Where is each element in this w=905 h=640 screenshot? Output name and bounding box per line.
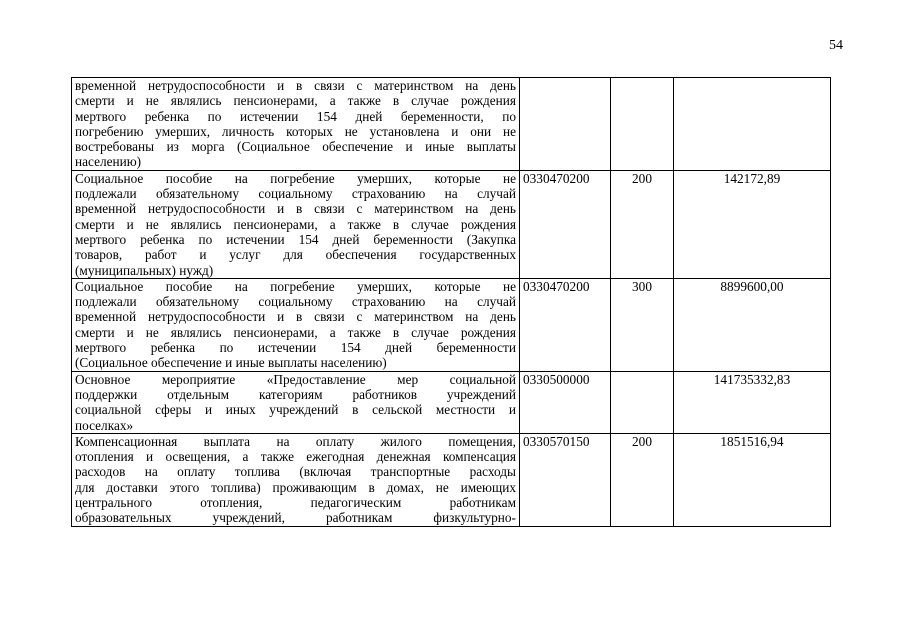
description-line: (муниципальных) нужд): [75, 262, 214, 278]
description-line: мертвого ребенка по истечении 154 дней беременности, по: [75, 108, 516, 124]
target-article-code: 0330500000: [520, 371, 611, 433]
description-line: расходов на оплату топлива (включая транспортные расходы: [75, 464, 516, 480]
page-number: 54: [829, 38, 843, 53]
description-line: (Социальное обеспечение и иные выплаты населению): [75, 355, 387, 371]
table-row: [72, 371, 831, 433]
description-line: мертвого ребенка по истечении 154 дней беременности: [75, 340, 516, 356]
expense-type-code: [611, 371, 674, 433]
row-description: [72, 433, 520, 526]
description-line: Социальное пособие на погребение умерших, которые не: [75, 170, 516, 186]
description-line: Компенсационная выплата на оплату жилого помещения,: [75, 433, 516, 449]
target-article-code: [520, 78, 611, 171]
expense-type-code: 300: [611, 278, 674, 371]
description-line: отопления и освещения, а также ежегодная денежная компенсация: [75, 449, 516, 465]
description-line: населению): [75, 154, 142, 170]
amount: [674, 78, 831, 171]
expense-type-code: [611, 78, 674, 171]
table-row: [72, 278, 831, 371]
description-line: Основное мероприятие «Предоставление мер социальной: [75, 371, 516, 387]
description-line: смерти и не являлись пенсионерами, а также в случае рождения: [75, 93, 516, 109]
expense-type-code: 200: [611, 170, 674, 278]
description-line: подлежали обязательному социальному страхованию на случай: [75, 186, 516, 202]
description-line: подлежали обязательному социальному страхованию на случай: [75, 294, 516, 310]
amount: 141735332,83: [674, 371, 831, 433]
amount: 8899600,00: [674, 278, 831, 371]
row-description: [72, 170, 520, 278]
table-row: [72, 433, 831, 526]
target-article-code: 0330570150: [520, 433, 611, 526]
description-line: Социальное пособие на погребение умерших, которые не: [75, 278, 516, 294]
expense-type-code: 200: [611, 433, 674, 526]
description-line: смерти и не являлись пенсионерами, а также в случае рождения: [75, 216, 516, 232]
description-line: образовательных учреждений, работникам физкультурно-: [75, 510, 516, 526]
description-line: центрального отопления, педагогическим работникам: [75, 495, 516, 511]
target-article-code: 0330470200: [520, 170, 611, 278]
row-description: [72, 278, 520, 371]
description-line: мертвого ребенка по истечении 154 дней беременности (Закупка: [75, 231, 516, 247]
amount: 1851516,94: [674, 433, 831, 526]
table-row: [72, 170, 831, 278]
description-line: поддержки отдельным категориям работников учреждений: [75, 386, 516, 402]
description-line: смерти и не являлись пенсионерами, а также в случае рождения: [75, 324, 516, 340]
row-description: [72, 78, 520, 171]
description-line: временной нетрудоспособности и в связи с материнством на день: [75, 201, 516, 217]
amount: 142172,89: [674, 170, 831, 278]
table-row: [72, 78, 831, 171]
description-line: поселках»: [75, 417, 134, 433]
target-article-code: 0330470200: [520, 278, 611, 371]
description-line: погребению умерших, личность которых не установлена и они не: [75, 123, 516, 139]
description-line: востребованы из морга (Социальное обеспечение и иные выплаты: [75, 139, 516, 155]
description-line: временной нетрудоспособности и в связи с материнством на день: [75, 309, 516, 325]
budget-table: [71, 77, 831, 527]
description-line: для доставки этого топлива) проживающим в домах, не имеющих: [75, 479, 516, 495]
description-line: временной нетрудоспособности и в связи с материнством на день: [75, 78, 516, 93]
description-line: товаров, работ и услуг для обеспечения государственных: [75, 247, 516, 263]
row-description: [72, 371, 520, 433]
description-line: социальной сферы и иных учреждений в сельской местности и: [75, 402, 516, 418]
